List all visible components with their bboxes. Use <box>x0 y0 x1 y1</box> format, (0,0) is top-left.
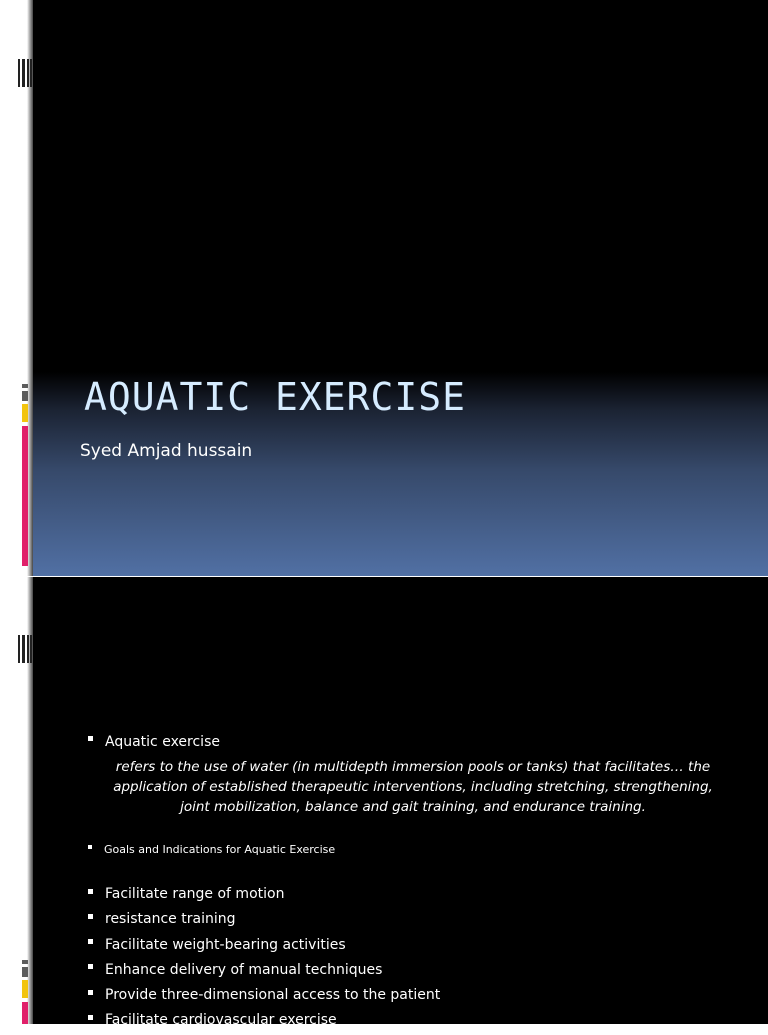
list-item: Enhance delivery of manual techniques <box>88 959 440 984</box>
accent-gray-bar <box>22 391 28 401</box>
square-bullet-icon <box>88 845 92 849</box>
left-decor-strip <box>0 577 32 1024</box>
square-bullet-icon <box>88 736 93 741</box>
goals-heading: Goals and Indications for Aquatic Exercise <box>104 843 336 856</box>
barcode-decor-icon <box>18 635 32 663</box>
goals-heading-bullet <box>88 843 335 856</box>
list-item: resistance training <box>88 908 440 933</box>
left-decor-strip <box>0 0 32 576</box>
term-bullet <box>88 731 220 750</box>
barcode-decor-icon <box>18 59 32 87</box>
square-bullet-icon <box>88 889 93 894</box>
definition-text: refers to the use of water (in multidepth immersion pools or tanks) that facilitates… the application of established therapeutic interventions, including stretching, strengthening, joint mobilization, balance and gait training, and endurance training. <box>113 759 713 815</box>
list-item: Facilitate range of motion <box>88 883 440 908</box>
list-item: Facilitate cardiovascular exercise <box>88 1009 440 1034</box>
accent-yellow-bar <box>22 404 28 422</box>
accent-pink-bar <box>22 1002 28 1024</box>
slide-title: AQUATIC EXERCISE <box>84 375 467 419</box>
square-bullet-icon <box>88 1015 93 1020</box>
accent-gray-bar <box>22 967 28 977</box>
slide-background <box>32 0 768 576</box>
square-bullet-icon <box>88 964 93 969</box>
term-label: Aquatic exercise <box>105 734 220 750</box>
accent-yellow-bar <box>22 980 28 998</box>
accent-gray-bar <box>22 384 28 388</box>
square-bullet-icon <box>88 914 93 919</box>
list-item: Provide three-dimensional access to the patient <box>88 984 440 1009</box>
goals-list <box>88 883 440 1035</box>
square-bullet-icon <box>88 939 93 944</box>
slide-author: Syed Amjad hussain <box>80 441 253 461</box>
accent-gray-bar <box>22 960 28 964</box>
list-item: Facilitate weight-bearing activities <box>88 934 440 959</box>
square-bullet-icon <box>88 990 93 995</box>
accent-pink-bar <box>22 426 28 566</box>
